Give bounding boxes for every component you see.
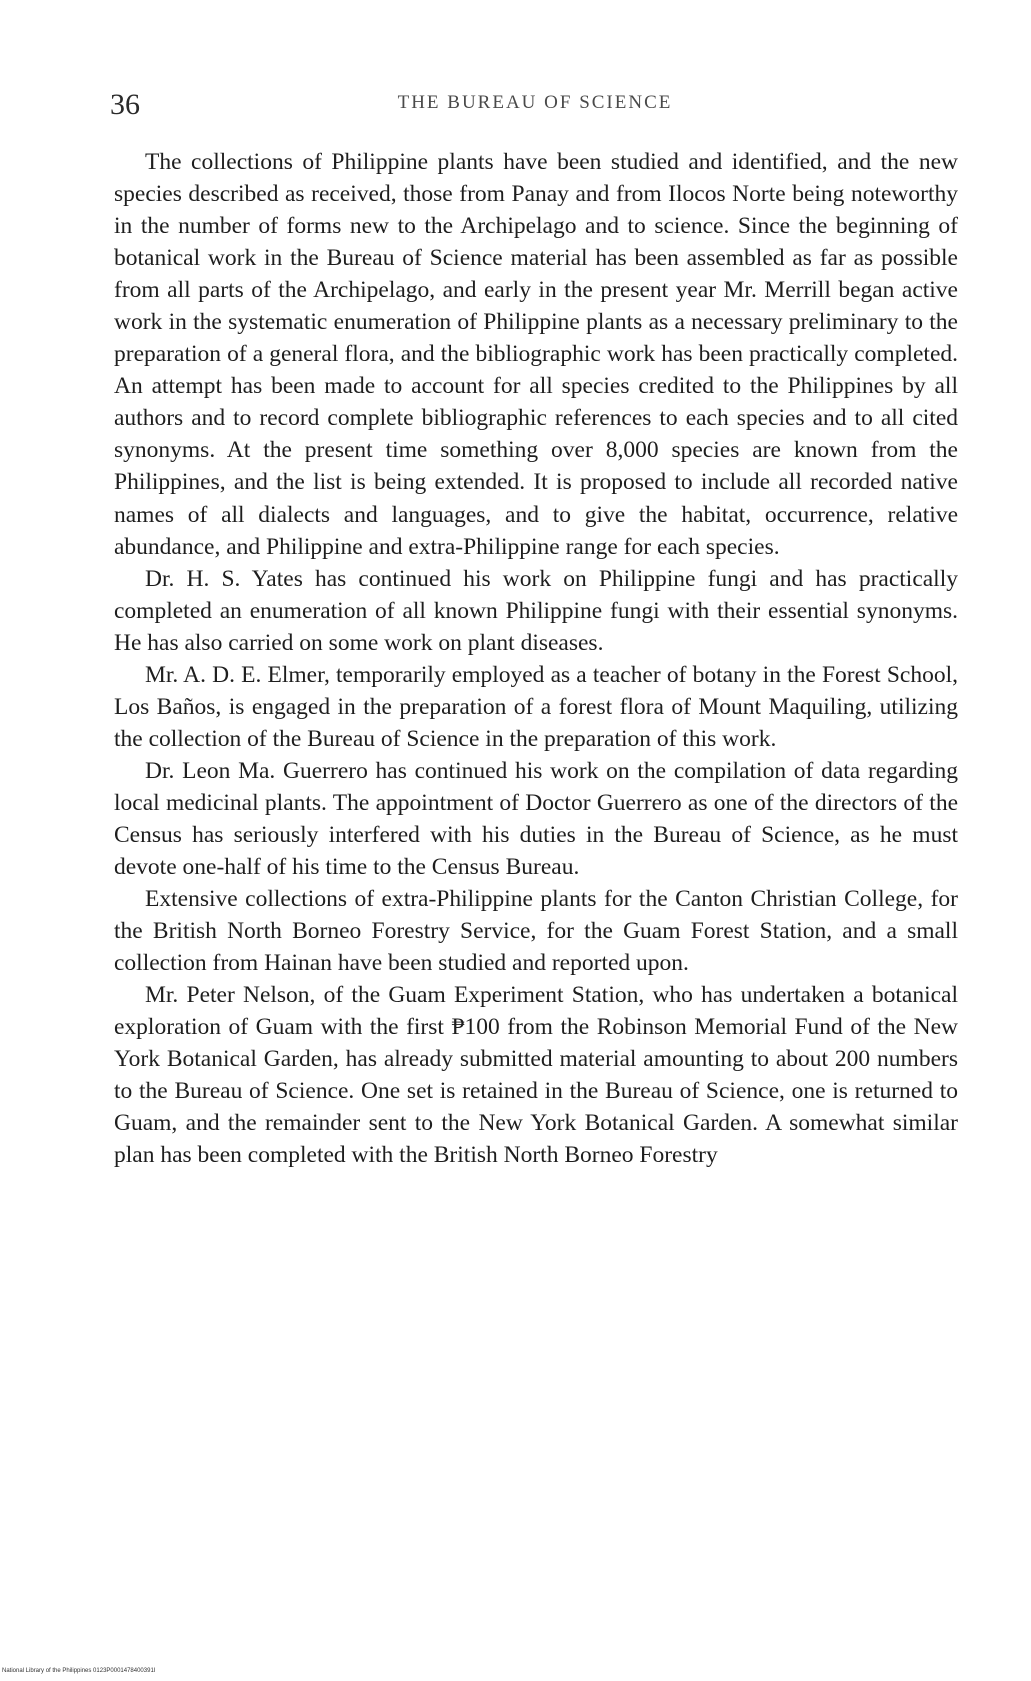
paragraph: Dr. H. S. Yates has continued his work on Philippine fungi and has practically completed an enumeration of all known Philippine fungi with their essential synonyms. He has also carried on some work on plant diseases.: [114, 565, 958, 656]
paragraph: Mr. A. D. E. Elmer, temporarily employed as a teacher of botany in the Forest School, Los Baños, is engaged in the preparation of a forest flora of Mount Maquiling, utilizing the collection of the Bureau of Science in the preparation of this work.: [114, 661, 958, 752]
paragraph: Dr. Leon Ma. Guerrero has continued his work on the compilation of data regarding local medicinal plants. The appointment of Doctor Guerrero as one of the directors of the Census has seriously interfered with his duties in the Bureau of Science, as he must devote one-half of his time to the Census Bureau.: [114, 757, 958, 881]
running-head: THE BUREAU OF SCIENCE: [397, 92, 673, 113]
paragraph: The collections of Philippine plants have been studied and identified, and the new species described as received, those from Panay and from Ilocos Norte being noteworthy in the number of forms new to the Archipelago and to science. Since the beginning of botanical work in the Bureau of Science material has been assembled as far as possible from all parts of the Archipelago, and early in the present year Mr. Merrill began active work in the systematic enumeration of Philippine plants as a necessary preliminary to the preparation of a general flora, and the bibliographic work has been practically completed. An attempt has been made to account for all species credited to the Philippines by all authors and to record complete bibliographic references to each species and to all cited synonyms. At the present time something over 8,000 species are known from the Philippines, and the list is being extended. It is proposed to include all recorded native names of all dialects and languages, and to give the habitat, occurrence, relative abundance, and Philippine and extra-Philippine range for each species.: [114, 149, 958, 560]
paragraph: Extensive collections of extra-Philippine plants for the Canton Christian College, for the British North Borneo Forestry Service, for the Guam Forest Station, and a small collection from Hainan have been studied and reported upon.: [114, 886, 958, 977]
page-number: 36: [110, 88, 140, 121]
library-stamp: National Library of the Philippines 0123P0001478400391I: [2, 1668, 156, 1674]
body-text: [114, 146, 958, 1172]
page-header: [110, 86, 960, 126]
paragraph: Mr. Peter Nelson, of the Guam Experiment Station, who has undertaken a botanical exploration of Guam with the first ₱100 from the Robinson Memorial Fund of the New York Botanical Garden, has already submitted material amounting to about 200 numbers to the Bureau of Science. One set is retained in the Bureau of Science, one is returned to Guam, and the remainder sent to the New York Botanical Garden. A somewhat similar plan has been completed with the British North Borneo Forestry: [114, 982, 958, 1169]
